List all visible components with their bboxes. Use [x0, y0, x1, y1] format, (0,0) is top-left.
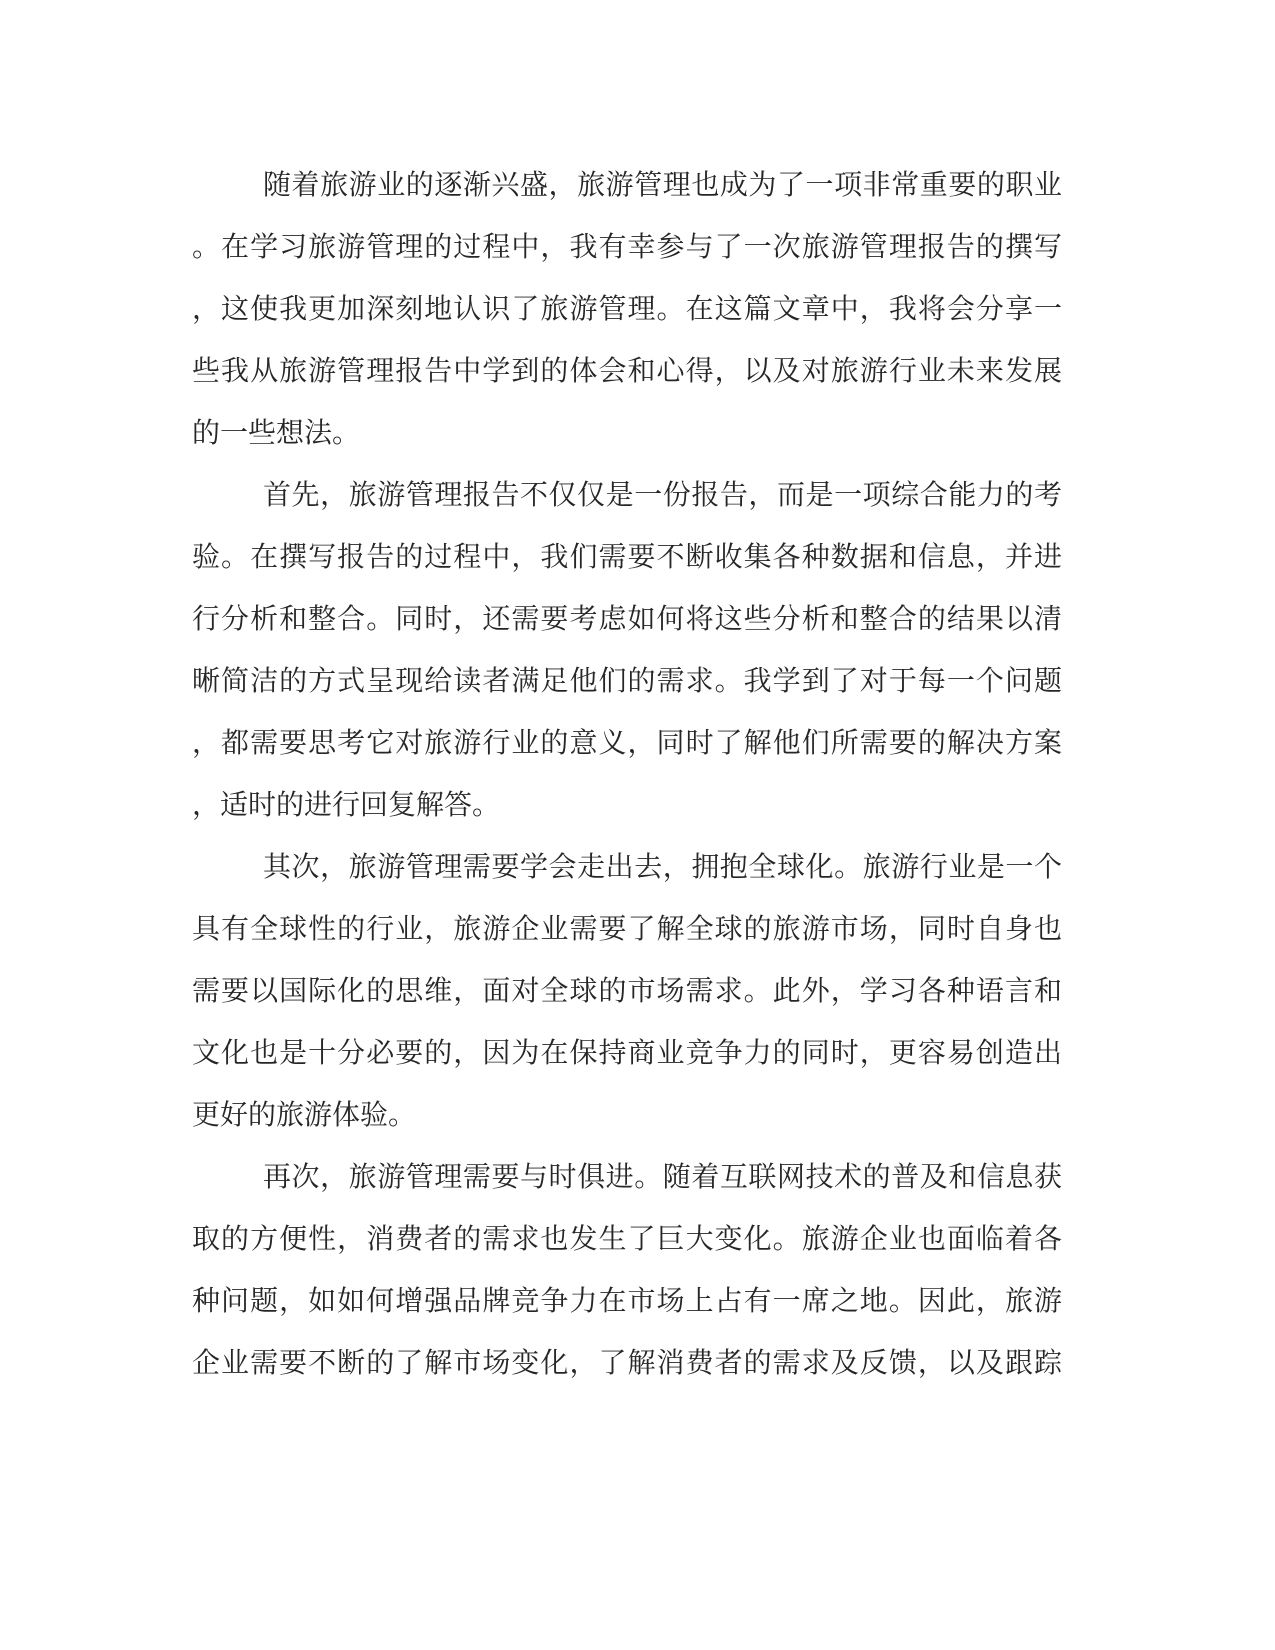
text-body — [192, 155, 1062, 1395]
text-line: 取的方便性，消费者的需求也发生了巨大变化。旅游企业也面临着各 — [192, 1224, 1062, 1255]
text-line: 具有全球性的行业，旅游企业需要了解全球的旅游市场，同时自身也 — [192, 914, 1062, 945]
paragraph — [192, 1147, 1062, 1395]
text-line: ，都需要思考它对旅游行业的意义，同时了解他们所需要的解决方案 — [192, 728, 1062, 759]
text-line: 企业需要不断的了解市场变化，了解消费者的需求及反馈，以及跟踪 — [192, 1348, 1062, 1379]
text-line: 其次，旅游管理需要学会走出去，拥抱全球化。旅游行业是一个 — [263, 852, 1062, 883]
text-line: 文化也是十分必要的，因为在保持商业竞争力的同时，更容易创造出 — [192, 1038, 1062, 1069]
text-line: ，适时的进行回复解答。 — [192, 790, 501, 821]
text-line: 验。在撰写报告的过程中，我们需要不断收集各种数据和信息，并进 — [192, 542, 1062, 573]
text-line: 些我从旅游管理报告中学到的体会和心得，以及对旅游行业未来发展 — [192, 356, 1062, 387]
text-line: 需要以国际化的思维，面对全球的市场需求。此外，学习各种语言和 — [192, 976, 1062, 1007]
text-line: 行分析和整合。同时，还需要考虑如何将这些分析和整合的结果以清 — [192, 604, 1062, 635]
text-line: 随着旅游业的逐渐兴盛，旅游管理也成为了一项非常重要的职业 — [263, 170, 1062, 201]
text-line: ，这使我更加深刻地认识了旅游管理。在这篇文章中，我将会分享一 — [192, 294, 1062, 325]
paragraph — [192, 837, 1062, 1147]
text-line: 晰简洁的方式呈现给读者满足他们的需求。我学到了对于每一个问题 — [192, 666, 1062, 697]
text-line: 。在学习旅游管理的过程中，我有幸参与了一次旅游管理报告的撰写 — [192, 232, 1062, 263]
paragraph — [192, 465, 1062, 837]
text-line: 更好的旅游体验。 — [192, 1100, 417, 1131]
text-line: 种问题，如如何增强品牌竞争力在市场上占有一席之地。因此，旅游 — [192, 1286, 1062, 1317]
paragraph — [192, 155, 1062, 465]
text-line: 首先，旅游管理报告不仅仅是一份报告，而是一项综合能力的考 — [263, 480, 1062, 511]
text-line: 再次，旅游管理需要与时俱进。随着互联网技术的普及和信息获 — [263, 1162, 1062, 1193]
text-line: 的一些想法。 — [192, 418, 361, 449]
